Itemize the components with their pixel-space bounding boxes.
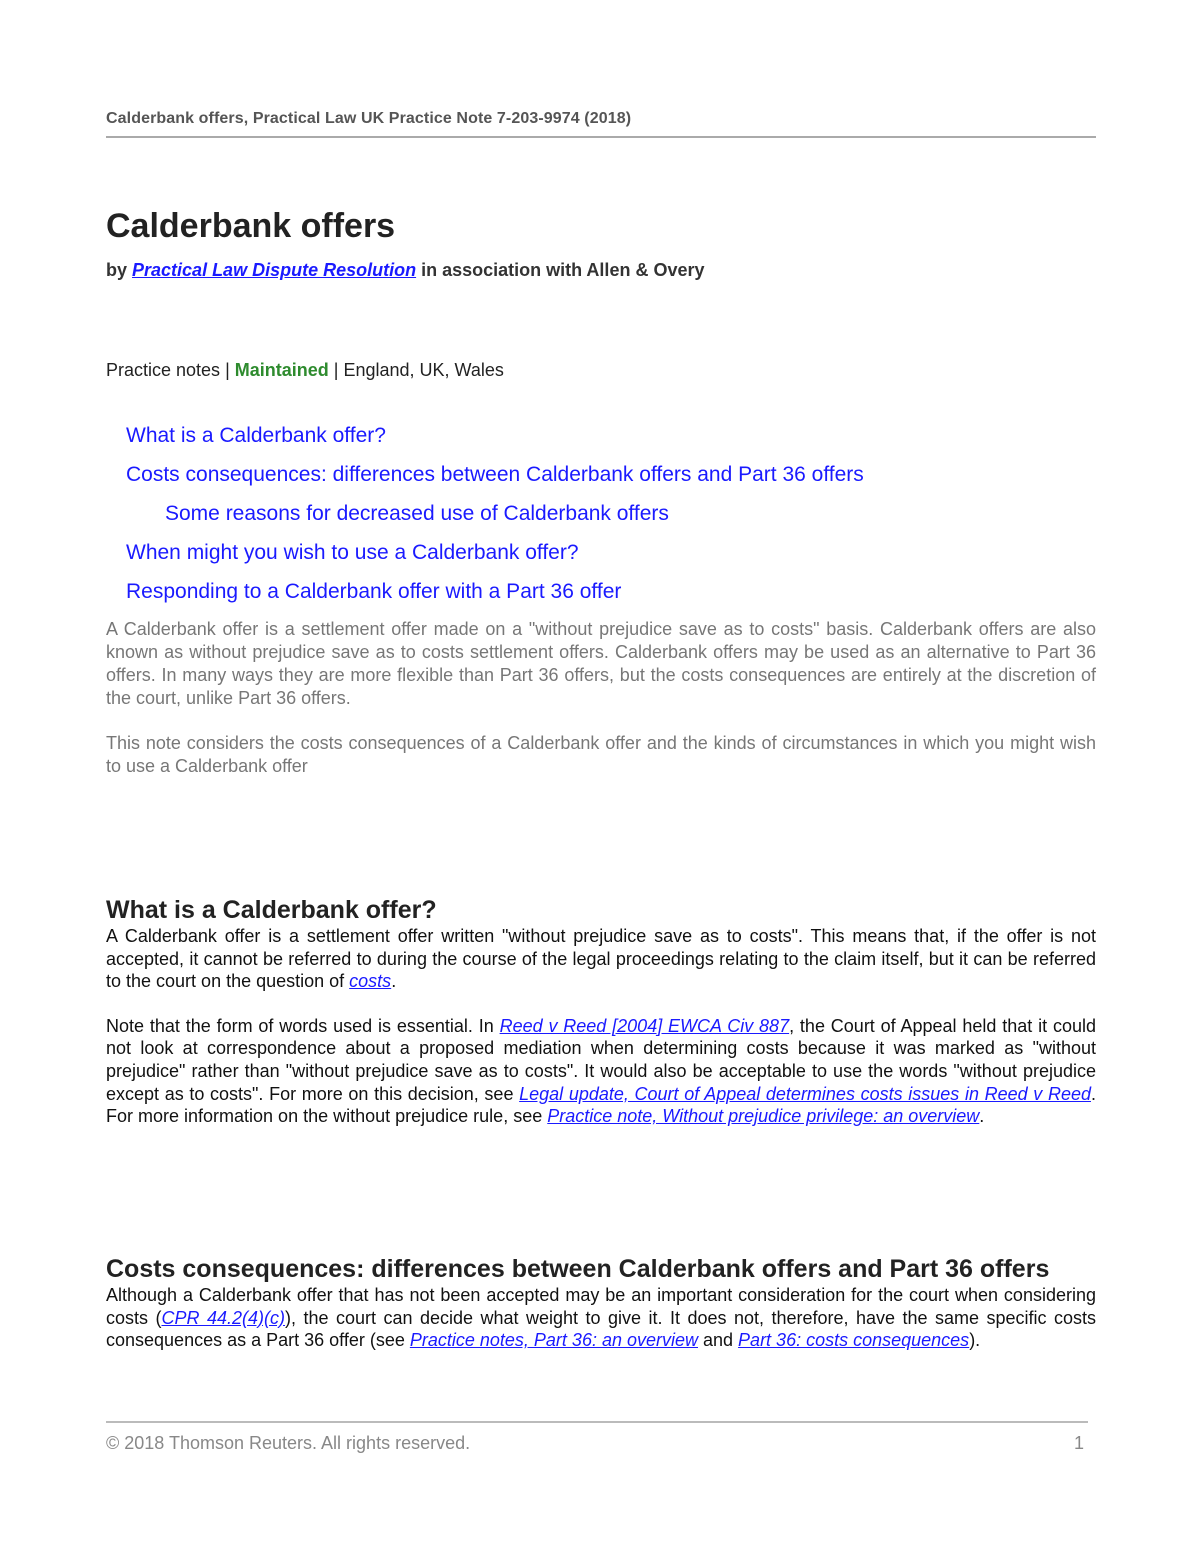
link-reed-v-reed-case[interactable]: Reed v Reed [2004] EWCA Civ 887 xyxy=(499,1015,790,1036)
link-cpr-44-2[interactable]: CPR 44.2(4)(c) xyxy=(161,1307,285,1328)
text-run: ). xyxy=(969,1330,981,1351)
link-without-prejudice-note[interactable]: Practice note, Without prejudice privilege: an overview xyxy=(547,1106,980,1127)
link-part-36-costs[interactable]: Part 36: costs consequences xyxy=(738,1330,970,1351)
body-paragraph xyxy=(106,1284,1096,1352)
text-run: , the Court of Appeal held that it could not look at correspondence about a proposed mediation when determining costs because it was marked as "without prejudice" rather than "without prejudice save as to costs". It would also be acceptable to use the words "without prejudice except as to costs". For more on this decision, see xyxy=(106,1015,1096,1104)
toc-link-responding-part-36[interactable]: Responding to a Calderbank offer with a Part 36 offer xyxy=(126,580,622,603)
text-run: . xyxy=(979,1106,985,1127)
link-costs[interactable]: costs xyxy=(349,971,392,992)
toc-link-decreased-use[interactable]: Some reasons for decreased use of Calderbank offers xyxy=(165,502,669,525)
text-run: Note that the form of words used is essential. In xyxy=(106,1015,500,1036)
status-badge: Maintained xyxy=(234,360,329,380)
intro-summary xyxy=(106,618,1096,800)
footer-divider xyxy=(106,1421,1088,1423)
intro-paragraph: A Calderbank offer is a settlement offer made on a "without prejudice save as to costs" basis. Calderbank offers are also known as without prejudice save as to costs settlement offers. Calderbank offers may be used as an alternative to Part 36 offers. In many ways they are more flexible than Part 36 offers, but the costs consequences are entirely at the discretion of the court, unlike Part 36 offers. xyxy=(106,619,1096,708)
jurisdictions: England, UK, Wales xyxy=(343,360,504,380)
header-divider xyxy=(106,136,1096,138)
byline xyxy=(106,260,704,281)
link-legal-update-reed[interactable]: Legal update, Court of Appeal determines costs issues in Reed v Reed xyxy=(519,1083,1091,1104)
section-heading: Costs consequences: differences between Calderbank offers and Part 36 offers xyxy=(106,1255,1050,1283)
text-run: ), the court can decide what weight to give it. It does not, therefore, have the same specific costs consequences as a Part 36 offer (see xyxy=(106,1307,1096,1351)
resource-type: Practice notes xyxy=(106,360,221,380)
link-part-36-overview[interactable]: Practice notes, Part 36: an overview xyxy=(409,1330,698,1351)
section-what-is-calderbank xyxy=(106,895,1096,1128)
toc-link-what-is-calderbank[interactable]: What is a Calderbank offer? xyxy=(126,424,386,447)
page-footer xyxy=(106,1433,1088,1454)
meta-separator: | xyxy=(220,360,235,380)
byline-suffix: in association with Allen & Overy xyxy=(416,260,705,280)
section-costs-consequences xyxy=(106,1254,1096,1352)
text-run: and xyxy=(698,1330,739,1351)
running-header: Calderbank offers, Practical Law UK Practice Note 7-203-9974 (2018) xyxy=(106,110,632,127)
toc-link-when-to-use[interactable]: When might you wish to use a Calderbank offer? xyxy=(126,541,579,564)
body-paragraph xyxy=(106,1015,1096,1128)
author-link[interactable]: Practical Law Dispute Resolution xyxy=(132,260,417,280)
text-run: . xyxy=(391,971,397,992)
body-paragraph xyxy=(106,925,1096,993)
text-run: A Calderbank offer is a settlement offer written "without prejudice save as to costs". This means that, if the offer is not accepted, it cannot be referred to during the course of the legal proceedings relating to the claim itself, but it can be referred to the court on the question of xyxy=(106,926,1096,992)
intro-paragraph: This note considers the costs consequences of a Calderbank offer and the kinds of circumstances in which you might wish to use a Calderbank offer xyxy=(106,733,1096,776)
meta-separator: | xyxy=(328,360,344,380)
text-run: . For more information on the without prejudice rule, see xyxy=(106,1083,1096,1127)
text-run: Although a Calderbank offer that has not been accepted may be an important consideration for the court when considering costs ( xyxy=(106,1285,1096,1328)
table-of-contents xyxy=(106,424,1096,619)
page-number: 1 xyxy=(1073,1433,1084,1453)
toc-link-costs-consequences[interactable]: Costs consequences: differences between Calderbank offers and Part 36 offers xyxy=(126,463,864,486)
document-meta xyxy=(106,360,504,381)
byline-prefix: by xyxy=(106,260,133,280)
section-heading: What is a Calderbank offer? xyxy=(106,896,437,924)
copyright-notice: © 2018 Thomson Reuters. All rights reserved. xyxy=(106,1433,471,1453)
document-title: Calderbank offers xyxy=(106,207,396,245)
